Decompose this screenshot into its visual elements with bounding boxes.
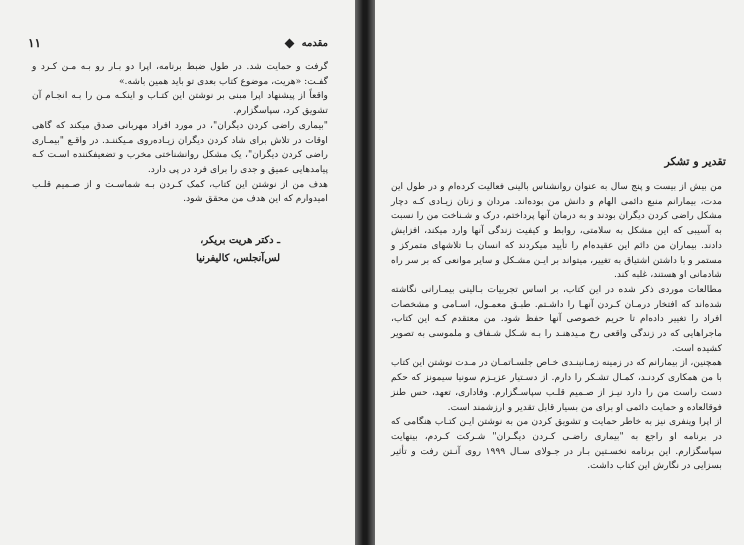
- left-body-text: [32, 60, 328, 207]
- left-page: [0, 0, 355, 545]
- author-location: لس‌آنجلس، کالیفرنیا: [196, 253, 280, 264]
- book-gutter: [355, 0, 375, 545]
- author-name: ـ دکتر هریت بریکر،: [200, 235, 280, 246]
- paragraph: واقعاً از پیشنهاد اپرا مبنی بر نوشتن این کتـاب و اینکـه مـن را بـه انجـام آن تشویق کرد، سپاسگزارم.: [32, 90, 328, 117]
- paragraph: همچنین، از بیمارانم که در زمینه زمـانبنـدی خـاص جلسـاتمـان در مـدت نوشتن این کتاب با من همکاری کردنـد، کمـال تشـکر را دارم. از دسـتیار عزیـزم سونیا سیمونز که حکم دست راست من را دارد نیـز از صـمیم قلـب سپاسـگزارم. وفاداری، تعهد، حس طنز فوقالعاده و حمایت دائمی او برای من بسیار قابل تقدیر و ارزشمند است.: [391, 357, 722, 413]
- paragraph: هدف من از نوشتن این کتاب، کمک کـردن بـه شماسـت و از صـمیم قلـب امیدوارم که این هدف من محقق شود.: [32, 178, 328, 205]
- right-page: [375, 0, 744, 545]
- section-heading: تقدیر و تشکر: [664, 155, 726, 168]
- paragraph: مطالعات موردی ذکر شده در این کتاب، بر اساس تجربیات بـالینی بیمـارانی نگاشته شدەاند که افتخار درمـان کـردن آنهـا را داشـتم. طبـق معمـول، اسـامی و مشخصات افراد را تغییر دادەام تا حریم خصوصی آنها حفظ شود. من معتقدم کـه این کتاب، ماجراهایی که در زندگی واقعی رخ مـیدهنـد را بـه شـکل شـفاف و ملموسی به تصویر کشیده است.: [391, 283, 722, 354]
- page-header: [28, 36, 328, 50]
- page-number: ۱۱: [28, 36, 41, 50]
- signature-block: [150, 232, 280, 268]
- paragraph: من بیش از بیست و پنج سال به عنوان روانشناس بالینی فعالیت کردەام و در طول این مدت، بیمارانم منبع دائمی الهام و دانش من بودەاند. مردان و زنان زیـادی کـه دچار مشکل راضی کردن دیگران بودند و به درمان آنها پرداختم، درک و شـناخت من را نسبت به آسیبی که این مشکل به سلامتی، روابط و کیفیت زندگی آنها وارد میکند، افزایش دادند. بیماران من دائم این عقیدەام را تأیید میکردند که انسان بـا تلاشهای متمرکز و مستمر و با داشتن اشتیاق به تغییر، میتواند بر ایـن مشـکل و سایر موانعی که بر سر راه شادمانی او هستند، غلبه کند.: [391, 181, 722, 281]
- section-title: مقدمه: [301, 37, 328, 49]
- paragraph: گرفت و حمایت شد. در طول ضبط برنامه، اپرا دو بـار رو بـه مـن کـرد و گفـت: «هریت، موضوع کتاب بعدی تو باید همین باشه.»: [32, 61, 328, 87]
- diamond-icon: [284, 38, 294, 48]
- paragraph: "بیماری راضی کردن دیگران"، در مورد افراد مهربانی صدق میکند که گاهی اوقات در تلاش برای شاد کردن دیگران زیـادەروی مـیکننـد. در واقـع "بیمـاری راضی کردن دیگران"، یک مشکل روانشناختی مخرب و تضعیفکننده اسـت کـه پیامدهایی عمیق و جدی را برای فرد در پی دارد.: [32, 119, 328, 175]
- paragraph: از اپرا وینفری نیز به خاطر حمایت و تشویق کردن من به نوشتن ایـن کتـاب هنگامی که در برنامه او راجع به "بیماری راضـی کـردن دیگـران" شـرکت کـردم، بینهایت سپاسگزارم. این برنامه نخسـتین بـار در جـولای سـال ۱۹۹۹ روی آنـتن رفت و تأثیر بسزایی در نگارش این کتاب داشت.: [391, 416, 722, 472]
- right-body-text: [391, 180, 722, 474]
